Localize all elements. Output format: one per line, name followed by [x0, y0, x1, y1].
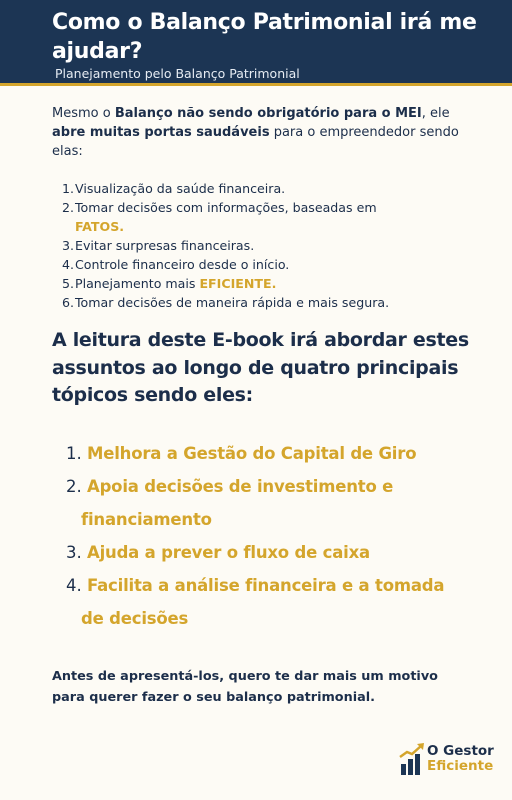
page-title: Como o Balanço Patrimonial irá me ajudar?: [52, 10, 477, 64]
list-text: Tomar decisões de maneira rápida e mais segura.: [75, 295, 390, 310]
list-number: 5.: [62, 276, 75, 291]
list-text: Controle financeiro desde o início.: [75, 257, 290, 272]
page-subtitle: Planejamento pelo Balanço Patrimonial: [55, 66, 300, 81]
topic-text: Melhora a Gestão do Capital de Giro: [87, 444, 417, 463]
topics-list: [66, 437, 466, 635]
intro-bold-1: Balanço não sendo obrigatório para o MEI: [114, 106, 422, 121]
intro-text-2: , ele: [421, 106, 450, 121]
list-number: 1.: [62, 181, 75, 196]
header-banner: [0, 0, 512, 86]
intro-bold-2: abre muitas portas saudáveis: [52, 125, 270, 140]
closing-paragraph: Antes de apresentá-los, quero te dar mais um motivo para querer fazer o seu balanço patrimonial.: [52, 669, 438, 705]
list-text: Planejamento mais: [75, 276, 200, 291]
topic-text: Facilita a análise financeira e a tomada: [87, 576, 445, 595]
bar-chart-arrow-icon: [399, 742, 425, 776]
topic-number: 4.: [66, 576, 82, 595]
intro-paragraph: [52, 104, 472, 161]
list-item: [62, 179, 462, 198]
list-text: Evitar surpresas financeiras.: [75, 238, 255, 253]
list-highlight: FATOS.: [75, 219, 125, 234]
topic-number: 1.: [66, 444, 82, 463]
list-number: 2.: [62, 200, 75, 215]
list-item: [62, 236, 462, 255]
list-text: Visualização da saúde financeira.: [75, 181, 286, 196]
list-highlight: EFICIENTE.: [199, 276, 277, 291]
list-number: 6.: [62, 295, 75, 310]
list-number: 4.: [62, 257, 75, 272]
list-text: Tomar decisões com informações, baseadas em: [75, 200, 377, 215]
topic-number: 2.: [66, 477, 82, 496]
topic-text-continued: financiamento: [81, 510, 212, 529]
topics-heading: A leitura deste E-book irá abordar estes assuntos ao longo de quatro principais tópicos sendo eles:: [52, 329, 469, 406]
intro-text-1: Mesmo o: [52, 106, 115, 121]
list-item: [62, 274, 462, 293]
topic-text: Apoia decisões de investimento e: [87, 477, 394, 496]
topic-item: [66, 437, 466, 470]
topic-number: 3.: [66, 543, 82, 562]
logo-text-line1: O Gestor: [427, 743, 494, 759]
topic-item: [66, 536, 466, 569]
list-item: [62, 293, 462, 312]
intro-text-3: para o empreendedor sendo elas:: [52, 125, 459, 159]
list-item: [62, 255, 462, 274]
brand-logo: [399, 742, 499, 778]
logo-text-line2: Eficiente: [427, 758, 494, 774]
list-item: [62, 198, 462, 236]
topic-text-continued: de decisões: [81, 609, 189, 628]
topic-item: [66, 569, 466, 635]
topic-item: [66, 470, 466, 536]
topic-text: Ajuda a prever o fluxo de caixa: [87, 543, 370, 562]
list-number: 3.: [62, 238, 75, 253]
benefits-list: [62, 179, 462, 312]
